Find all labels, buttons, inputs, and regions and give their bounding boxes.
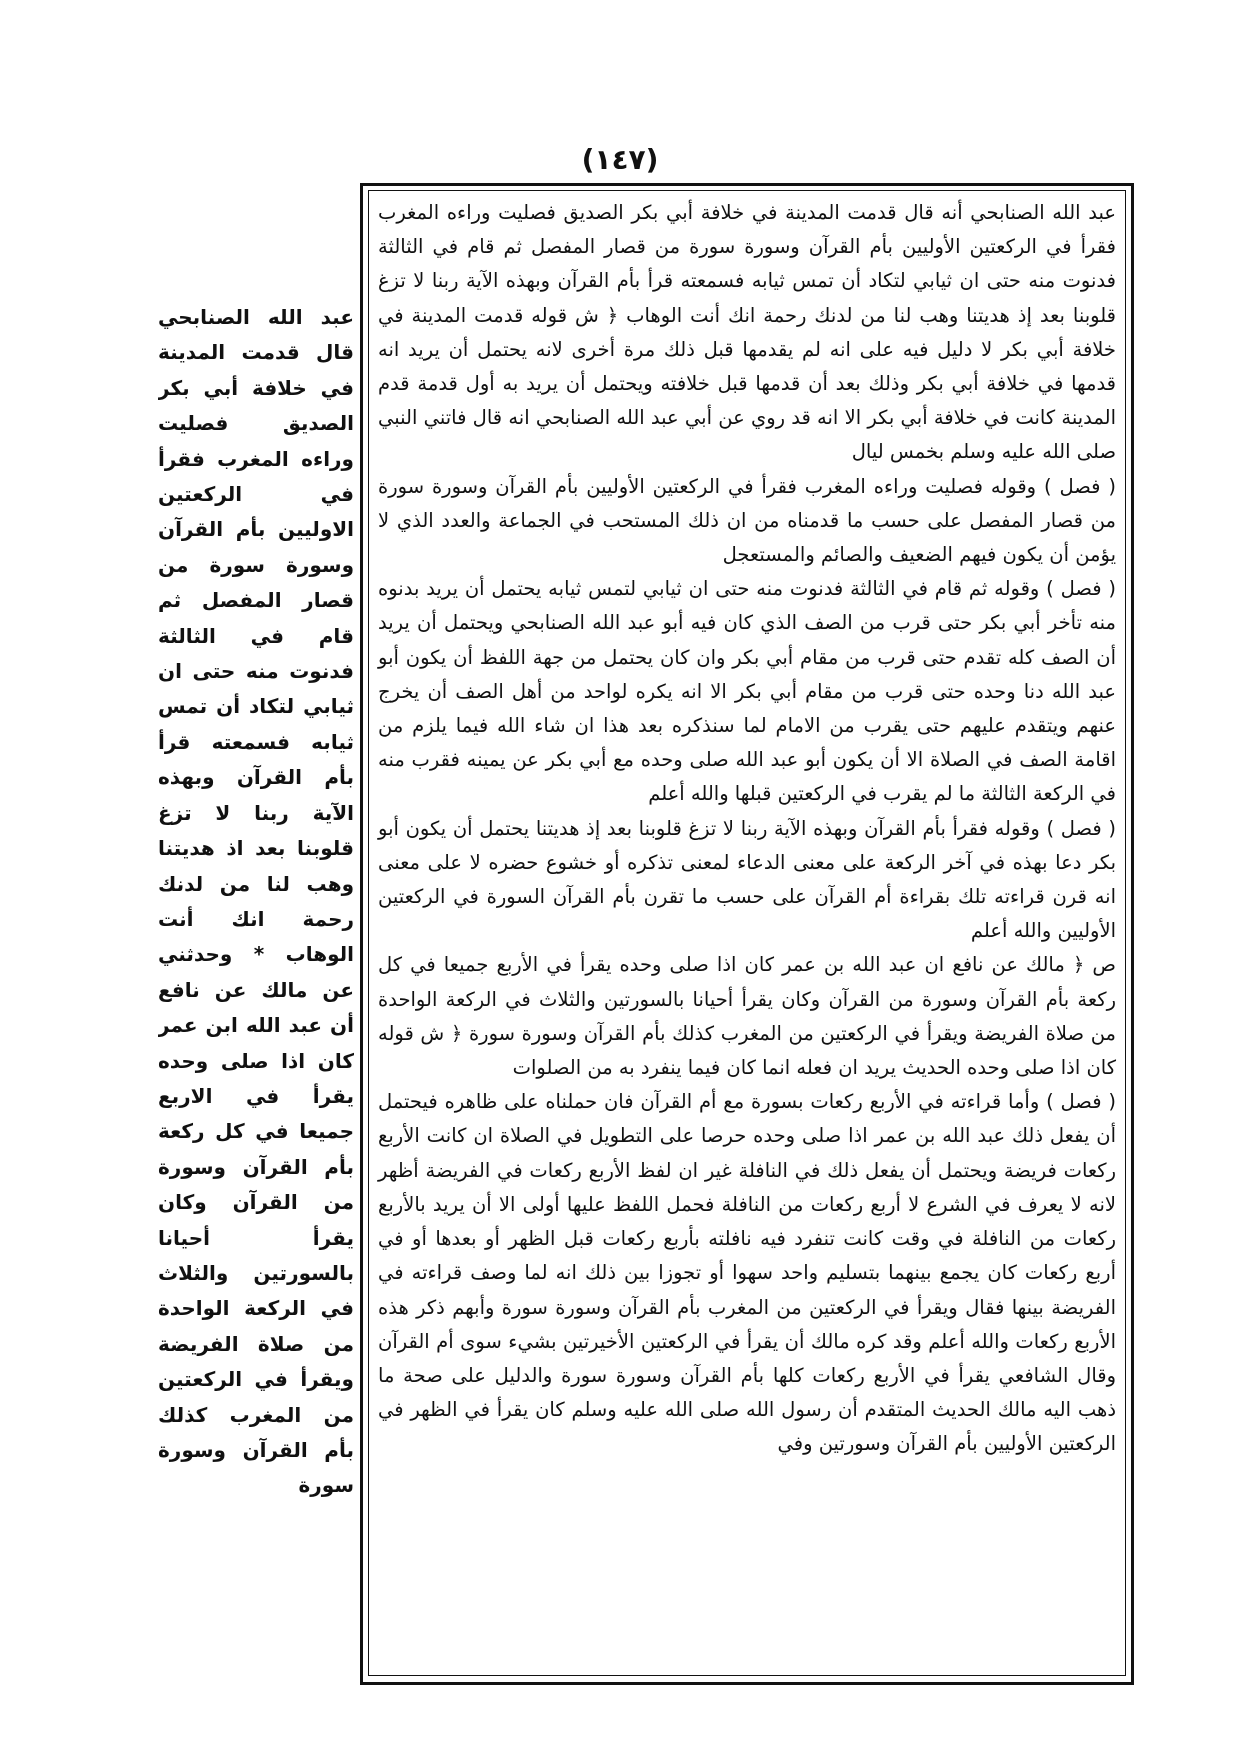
main-paragraph: ( فصل ) وقوله فقرأ بأم القرآن وبهذه الآية ربنا لا تزغ قلوبنا بعد إذ هديتنا يحتمل أن يكون أبو بكر دعا بهذه في آخر الركعة على معنى الدعاء لمعنى تذكره أو خشوع حضره لا على معنى انه قرن قراءته تلك بقراءة أم القرآن على حسب ما تقرن بأم القرآن السورة في الركعتين الأوليين والله أعلم — [378, 816, 1116, 943]
main-paragraph: ( فصل ) وأما قراءته في الأربع ركعات بسورة مع أم القرآن فان حملناه على ظاهره فيحتمل أن يفعل ذلك عبد الله بن عمر اذا صلى وحده حرصا على التطويل في الصلاة ان كانت الأربع ركعات فريضة ويحتمل أن يفعل ذلك في النافلة غير ان لفظ الأربع ركعات في الفريضة أظهر لانه لا يعرف في الشرع لا أربع ركعات من النافلة فحمل اللفظ عليها أولى الا أن يريد بالأربع ركعات من النافلة في وقت كانت تنفرد فيه نافلته بأربع ركعات قبل الظهر أو بعدها أو في أربع ركعات كان يجمع بينهما بتسليم واحد سهوا أو تجوزا بين ذلك انه لما وصف قراءته في الفريضة بينها فقال ويقرأ في الركعتين من المغرب بأم القرآن وسورة سورة وأبهم ذكر هذه الأربع ركعات والله أعلم وقد كره مالك أن يقرأ في الركعتين الأخيرتين بشيء سوى أم القرآن وقال الشافعي يقرأ في الأربع ركعات كلها بأم القرآن وسورة سورة والدليل على صحة ما ذهب اليه مالك الحديث المتقدم أن رسول الله صلى الله عليه وسلم كان يقرأ في الظهر في الركعتين الأوليين بأم القرآن وسورتين وفي — [378, 1090, 1116, 1456]
main-paragraph: عبد الله الصنابحي أنه قال قدمت المدينة في خلافة أبي بكر الصديق فصليت وراءه المغرب فقرأ في الركعتين الأوليين بأم القرآن وسورة سورة من قصار المفصل ثم قام في الثالثة فدنوت منه حتى ان ثيابي لتكاد أن تمس ثيابه فسمعته قرأ بأم القرآن وبهذه الآية ربنا لا تزغ قلوبنا بعد إذ هديتنا وهب لنا من لدنك رحمة انك أنت الوهاب ﴿ ش قوله قدمت المدينة في خلافة أبي بكر لا دليل فيه على انه لم يقدمها قبل ذلك مرة أخرى لانه يحتمل أن يريد انه قدمها في خلافة أبي بكر وذلك بعد أن قدمها قبل خلافته ويحتمل أن يريد به أول قدمة قدم المدينة كانت في خلافة أبي بكر الا انه قد روي عن أبي عبد الله الصنابحي انه قال فاتني النبي صلى الله عليه وسلم بخمس ليال — [378, 201, 1116, 464]
main-paragraph: ص ﴿ مالك عن نافع ان عبد الله بن عمر كان اذا صلى وحده يقرأ في الأربع جميعا في كل ركعة بأم القرآن وسورة من القرآن وكان يقرأ أحيانا بالسورتين والثلاث في الركعة الواحدة من صلاة الفريضة ويقرأ في الركعتين من المغرب كذلك بأم القرآن وسورة سورة ﴿ ش قوله كان اذا صلى وحده الحديث يريد ان فعله انما كان فيما ينفرد به من الصلوات — [378, 953, 1116, 1080]
main-commentary-text — [374, 196, 1120, 1668]
main-paragraph: ( فصل ) وقوله ثم قام في الثالثة فدنوت منه حتى ان ثيابي لتمس ثيابه يحتمل أن يريد بدنوه منه تأخر أبي بكر حتى قرب من الصف الذي كان فيه أبو عبد الله الصنابحي ويحتمل أن يريد أن الصف كله تقدم حتى قرب من مقام أبي بكر وان كان يحتمل من جهة اللفظ أن يكون أبو عبد الله دنا وحده حتى قرب من مقام أبي بكر الا انه يكره لواحد من أهل الصف أن يخرج عنهم ويتقدم عليهم حتى يقرب من الامام لما سنذكره بعد هذا ان شاء الله فيما يلزم من اقامة الصف في الصلاة الا أن يكون أبو عبد الله صلى وحده مع أبي بكر عن يمينه فقرب منه في الركعة الثالثة ما لم يقرب في الركعتين قبلها والله أعلم — [378, 577, 1116, 806]
page-number — [0, 143, 1240, 176]
main-paragraph: ( فصل ) وقوله فصليت وراءه المغرب فقرأ في الركعتين الأوليين بأم القرآن وسورة سورة من قصار المفصل على حسب ما قدمناه من ان ذلك المستحب في الجماعة والعدد الذي لا يؤمن أن يكون فيهم الضعيف والصائم والمستعجل — [378, 474, 1116, 567]
page-number-text: (١٤٧) — [581, 143, 659, 176]
margin-paragraph: عبد الله الصنابحي قال قدمت المدينة في خلافة أبي بكر الصديق فصليت وراءه المغرب فقرأ في الركعتين الاوليين بأم القرآن وسورة سورة من قصار المفصل ثم قام في الثالثة فدنوت منه حتى ان ثيابي لتكاد أن تمس ثيابه فسمعته قرأ بأم القرآن وبهذه الآية ربنا لا تزغ قلوبنا بعد اذ هديتنا وهب لنا من لدنك رحمة انك أنت الوهاب * وحدثني عن مالك عن نافع أن عبد الله ابن عمر كان اذا صلى وحده يقرأ في الاربع جميعا في كل ركعة بأم القرآن وسورة من القرآن وكان يقرأ أحيانا بالسورتين والثلاث في الركعة الواحدة من صلاة الفريضة ويقرأ في الركعتين من المغرب كذلك بأم القرآن وسورة سورة — [158, 305, 354, 1498]
margin-hadith-text — [158, 300, 354, 1600]
